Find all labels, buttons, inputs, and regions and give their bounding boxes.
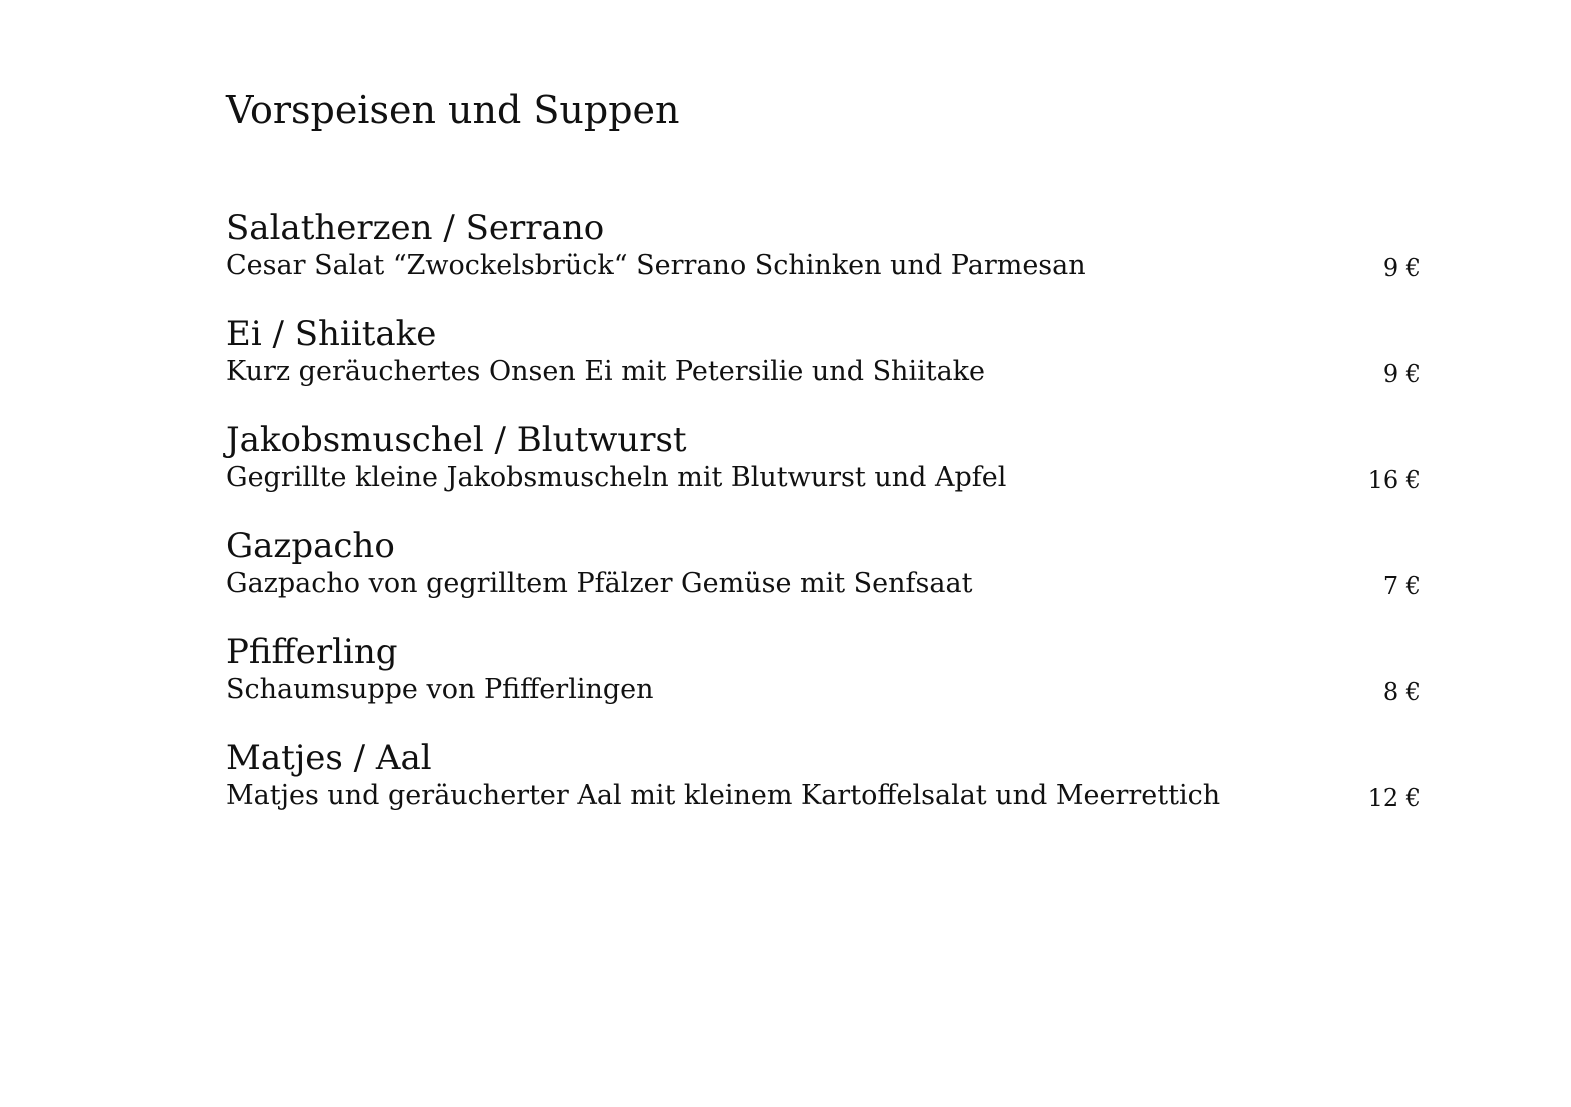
item-name: Salatherzen / Serrano: [226, 208, 605, 248]
menu-list: [226, 207, 1421, 843]
menu-item-gazpacho: [226, 525, 1421, 631]
item-price: 12 €: [1367, 784, 1421, 812]
item-price: 16 €: [1367, 466, 1421, 494]
menu-item-pfifferling: [226, 631, 1421, 737]
menu-item-matjes-aal: [226, 737, 1421, 843]
menu-item-jakobsmuschel-blutwurst: [226, 419, 1421, 525]
item-price: 7 €: [1382, 572, 1421, 600]
item-name: Jakobsmuschel / Blutwurst: [226, 420, 687, 460]
item-description: Schaumsuppe von Pfifferlingen: [226, 674, 654, 705]
item-description: Gazpacho von gegrilltem Pfälzer Gemüse mit Senfsaat: [226, 568, 973, 599]
item-price: 9 €: [1382, 254, 1421, 282]
item-name: Gazpacho: [226, 526, 395, 566]
item-price: 9 €: [1382, 360, 1421, 388]
item-description: Matjes und geräucherter Aal mit kleinem Kartoffelsalat und Meerrettich: [226, 780, 1221, 811]
item-name: Ei / Shiitake: [226, 314, 437, 354]
section-title: Vorspeisen und Suppen: [226, 88, 680, 132]
item-name: Matjes / Aal: [226, 738, 432, 778]
item-name: Pfifferling: [226, 632, 398, 672]
item-description: Kurz geräuchertes Onsen Ei mit Petersilie und Shiitake: [226, 356, 986, 387]
item-price: 8 €: [1382, 678, 1421, 706]
item-description: Gegrillte kleine Jakobsmuscheln mit Blutwurst und Apfel: [226, 462, 1007, 493]
menu-page: [226, 0, 1421, 1107]
item-description: Cesar Salat “Zwockelsbrück“ Serrano Schinken und Parmesan: [226, 250, 1086, 281]
menu-item-ei-shiitake: [226, 313, 1421, 419]
menu-item-salatherzen-serrano: [226, 207, 1421, 313]
